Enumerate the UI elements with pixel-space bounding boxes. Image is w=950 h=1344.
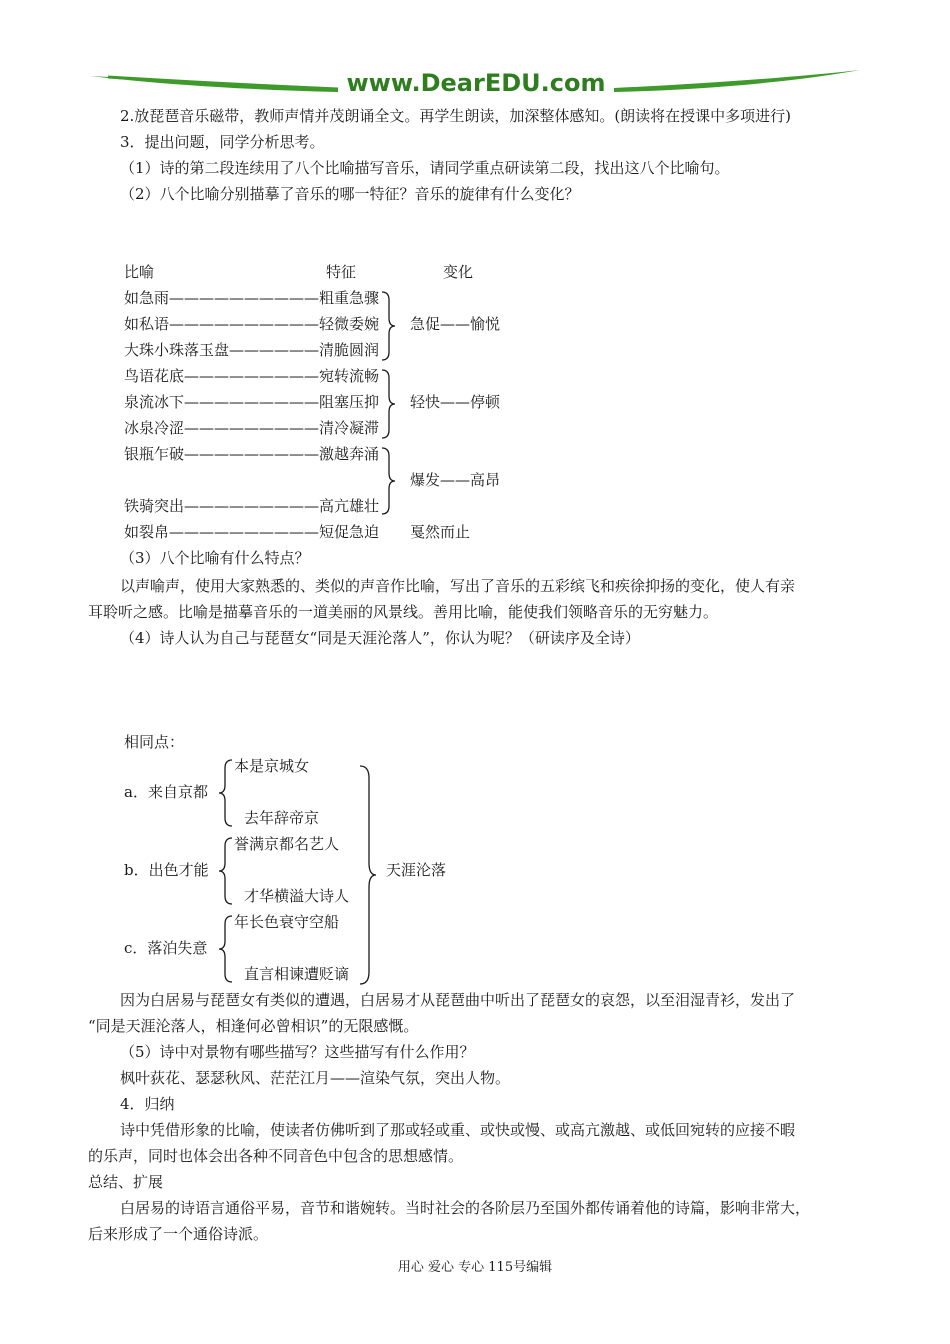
metaphor-row: 泉流冰下—————————阻塞压抑 <box>124 393 380 411</box>
summary-line1: 诗中凭借形象的比喻，使读者仿佛听到了那或轻或重、或快或慢、或高亢激越、或低回宛转的应接不暇 <box>120 1121 796 1139</box>
change-label: 急促——愉悦 <box>410 315 501 333</box>
similar-c-top: 年长色衰守空船 <box>234 913 340 931</box>
paragraph-ask-questions: 3．提出问题，同学分析思考。 <box>120 133 325 151</box>
similar-title: 相同点： <box>124 733 185 751</box>
site-logo[interactable]: www.DearEDU.com <box>346 69 606 97</box>
similar-label-b: b．出色才能 <box>124 861 209 879</box>
metaphor-row: 鸟语花底—————————宛转流畅 <box>124 367 380 385</box>
brace-right-group-3 <box>380 446 396 516</box>
brace-left-b <box>218 836 234 906</box>
because-line2: “同是天涯沦落人，相逢何必曾相识”的无限感慨。 <box>88 1017 419 1035</box>
answer-3-line1: 以声喻声，使用大家熟悉的、类似的声音作比喻，写出了音乐的五彩缤飞和疾徐抑扬的变化，使人有亲 <box>120 577 796 595</box>
answer-5: 枫叶荻花、瑟瑟秋风、茫茫江月——渲染气氛，突出人物。 <box>120 1069 511 1087</box>
similar-a-top: 本是京城女 <box>234 757 310 775</box>
similar-label-c: c．落泊失意 <box>124 939 208 957</box>
answer-3-line2: 耳聆听之感。比喻是描摹音乐的一道美丽的风景线。善用比喻，能使我们领略音乐的无穷魅力。 <box>88 603 719 621</box>
extend-line1: 白居易的诗语言通俗平易，音节和谐婉转。当时社会的各阶层乃至国外都传诵着他的诗篇，影响非常大， <box>120 1199 811 1217</box>
col-header-metaphor: 比喻 <box>124 263 155 281</box>
question-3: （3）八个比喻有什么特点？ <box>120 549 310 567</box>
question-1: （1）诗的第二段连续用了八个比喻描写音乐，请同学重点研读第二段，找出这八个比喻句。 <box>120 159 730 177</box>
similar-b-top: 誉满京都名艺人 <box>234 835 340 853</box>
change-label: 轻快——停顿 <box>410 393 501 411</box>
similar-b-bottom: 才华横溢大诗人 <box>244 887 350 905</box>
similar-label-a: a．来自京都 <box>124 783 208 801</box>
metaphor-row: 银瓶乍破—————————激越奔涌 <box>124 445 380 463</box>
metaphor-row: 大珠小珠落玉盘——————清脆圆润 <box>124 341 380 359</box>
extend-line2: 后来形成了一个通俗诗派。 <box>88 1225 269 1243</box>
question-2: （2）八个比喻分别描摹了音乐的哪一特征？音乐的旋律有什么变化？ <box>120 185 580 203</box>
col-header-feature: 特征 <box>326 263 357 281</box>
metaphor-row: 如急雨——————————粗重急骤 <box>124 289 380 307</box>
metaphor-row: 冰泉冷涩—————————清冷凝滞 <box>124 419 380 437</box>
site-header <box>88 62 864 104</box>
metaphor-row: 如私语——————————轻微委婉 <box>124 315 380 333</box>
similar-c-bottom: 直言相谏遭贬谪 <box>244 965 350 983</box>
metaphor-row: 如裂帛——————————短促急迫 <box>124 523 380 541</box>
change-label: 戛然而止 <box>410 523 471 541</box>
page-footer: 用心 爱心 专心 115号编辑 <box>397 1260 553 1275</box>
question-5: （5）诗中对景物有哪些描写？这些描写有什么作用？ <box>120 1043 475 1061</box>
summary-line2: 的乐声，同时也体会出各种不同音色中包含的思想感情。 <box>88 1147 464 1165</box>
brace-right-big <box>358 764 378 986</box>
question-4: （4）诗人认为自己与琵琶女“同是天涯沦落人”，你认为呢？（研读序及全诗） <box>120 629 640 647</box>
brace-right-group-2 <box>380 368 396 440</box>
metaphor-row: 铁骑突出—————————高亢雄壮 <box>124 497 380 515</box>
brace-right-group-1 <box>380 290 396 362</box>
col-header-change: 变化 <box>443 263 474 281</box>
summary-heading: 4．归纳 <box>120 1095 175 1113</box>
extend-heading: 总结、扩展 <box>88 1173 164 1191</box>
brace-left-a <box>218 758 234 828</box>
brace-left-c <box>218 914 234 984</box>
change-label: 爆发——高昂 <box>410 471 501 489</box>
because-line1: 因为白居易与琵琶女有类似的遭遇，白居易才从琵琶曲中听出了琵琶女的哀怨，以至泪湿青衫，发出了 <box>120 991 796 1009</box>
similar-conclusion: 天涯沦落 <box>386 861 447 879</box>
similar-a-bottom: 去年辞帝京 <box>244 809 320 827</box>
paragraph-play-music: 2.放琵琶音乐磁带，教师声情并茂朗诵全文。再学生朗读，加深整体感知。(朗读将在授课中多项进行) <box>120 107 792 125</box>
